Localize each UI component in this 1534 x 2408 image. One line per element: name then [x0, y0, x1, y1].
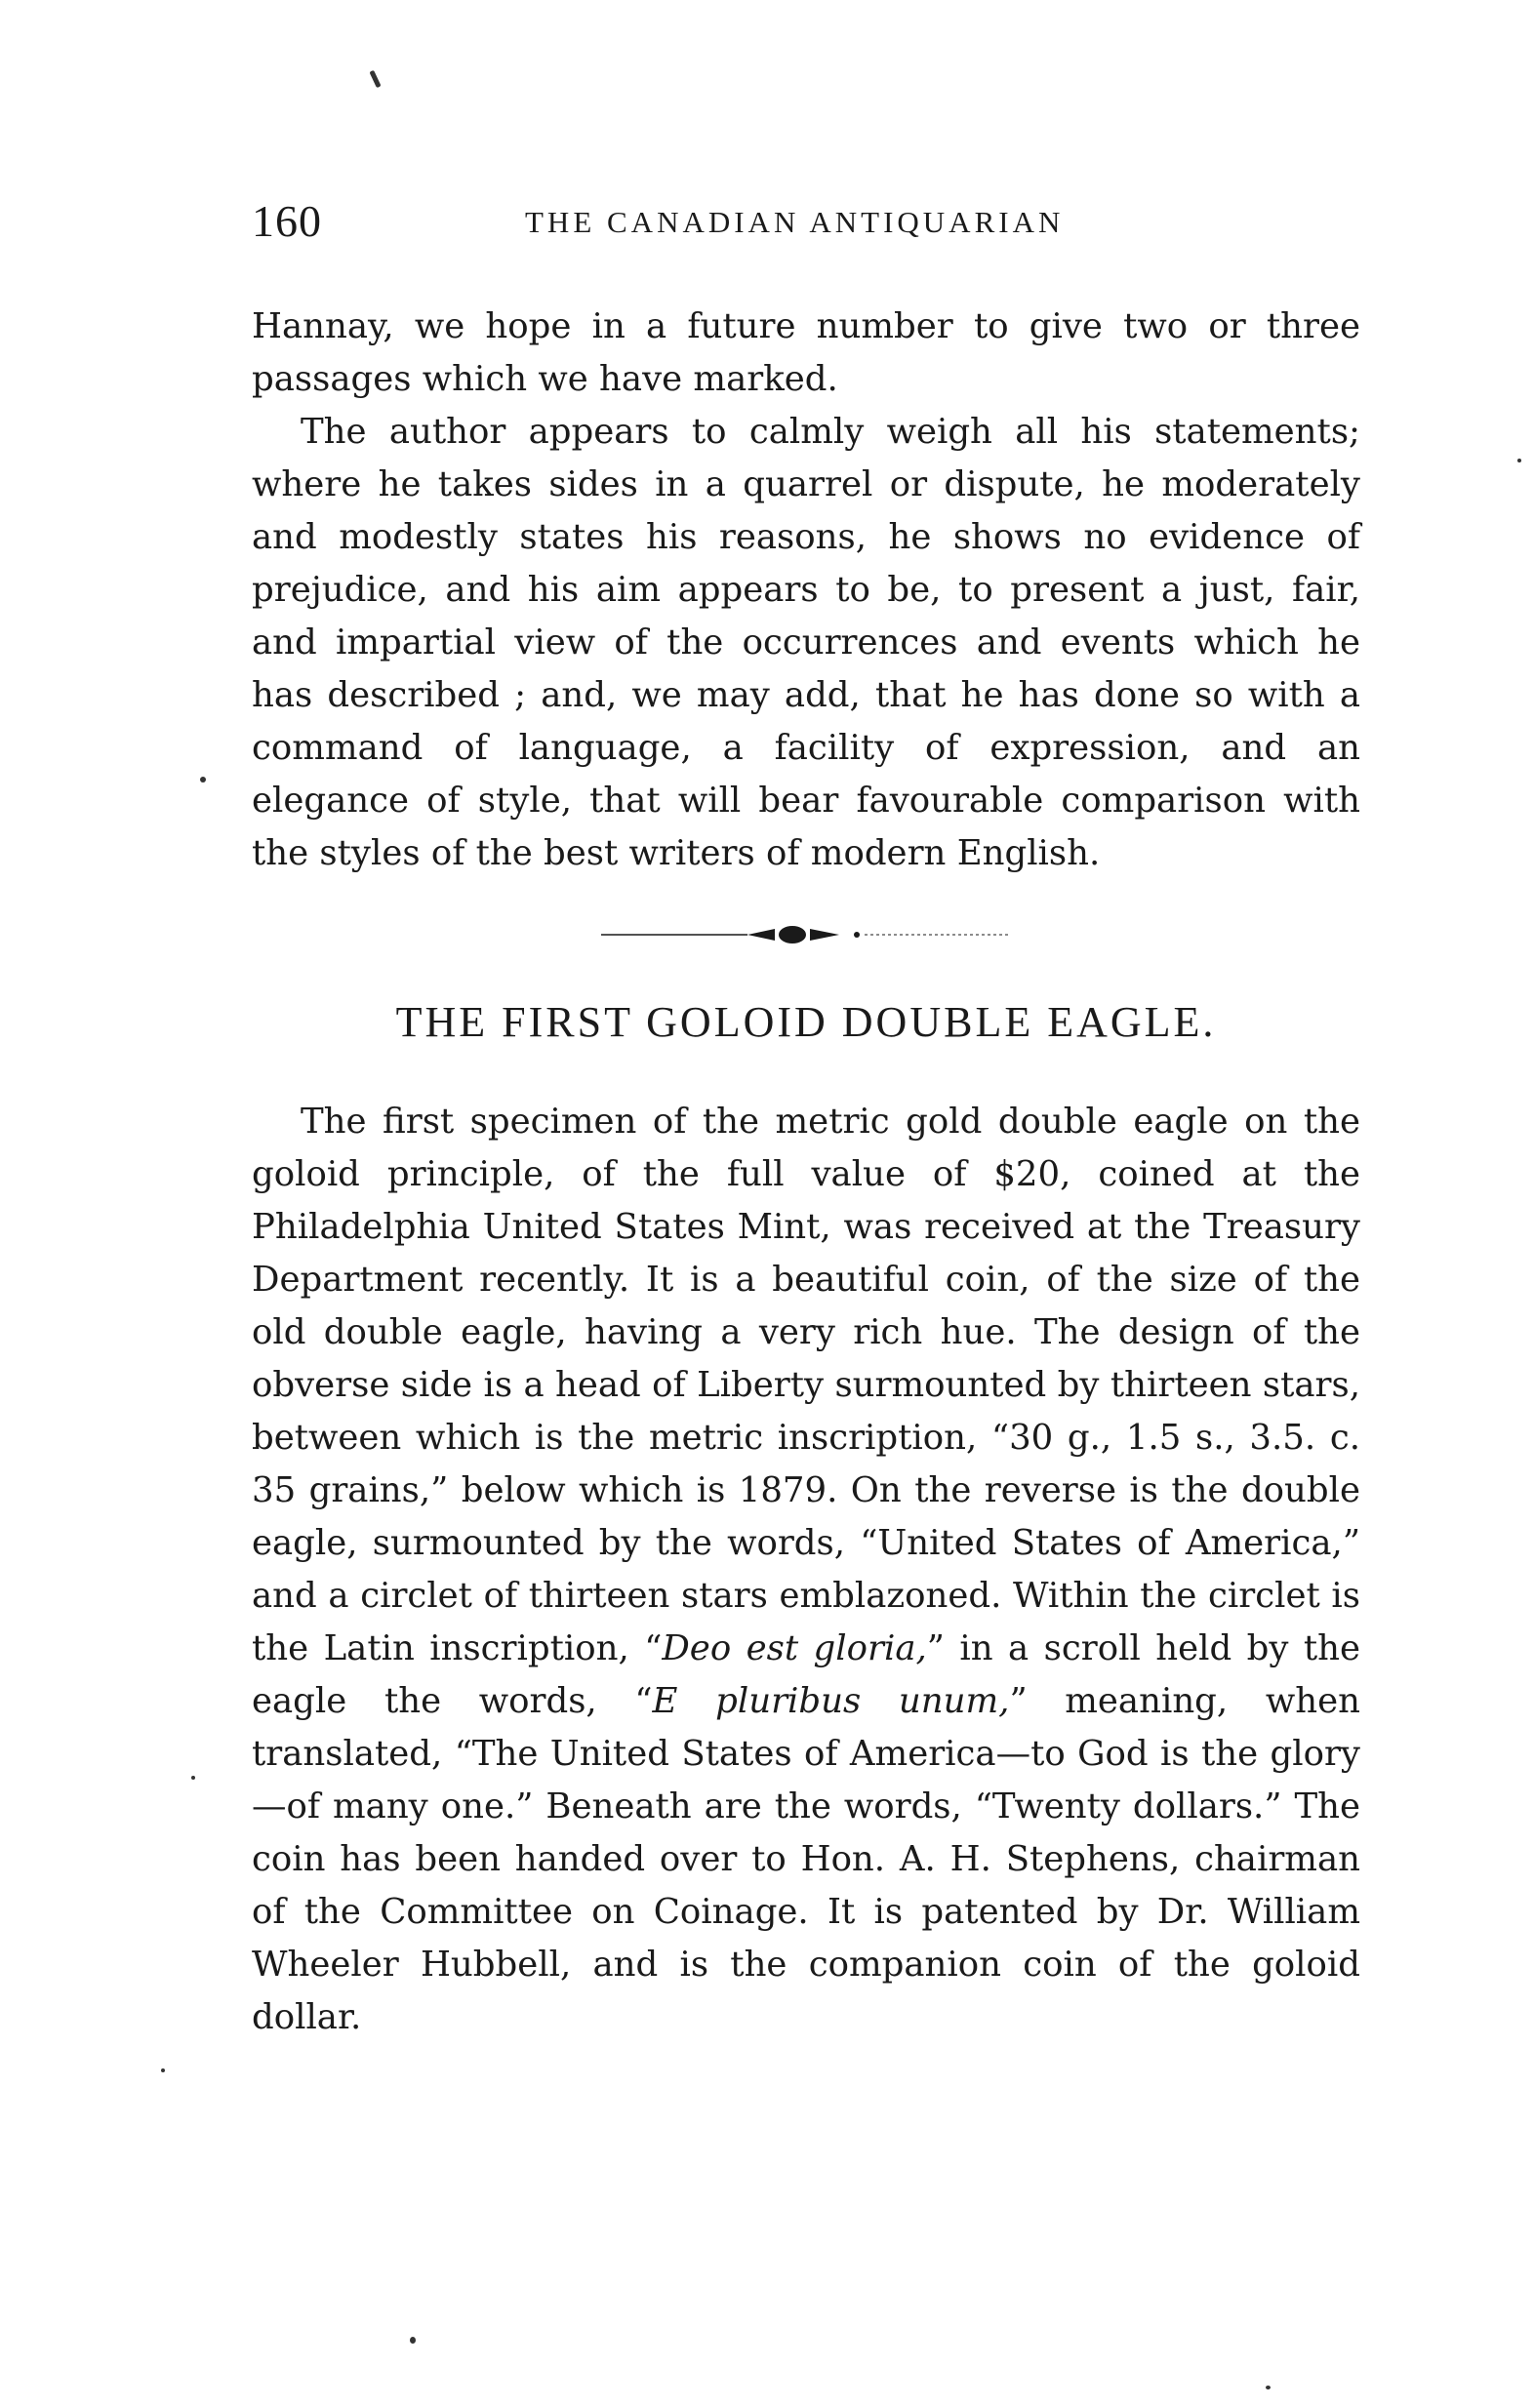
latin-motto: Deo est gloria, — [662, 1628, 927, 1668]
scan-speck — [1266, 2386, 1271, 2389]
paragraph — [252, 1096, 1360, 2044]
scan-speck — [410, 2337, 416, 2344]
paragraph: The author appears to calmly weigh all his statements; where he takes sides in a quarrel or dispute, he moderately and modestly states his reasons, he shows no evidence of prejudice, and his aim appears to be, to present a just, fair, and impartial view of the occurrences and events which he has described ; and, we may add, that he has done so with a command of language, a facility of expression, and an elegance of style, that will bear favourable comparison with the styles of the best writers of modern English. — [252, 412, 1360, 873]
article-title: THE FIRST GOLOID DOUBLE EAGLE. — [395, 998, 1217, 1046]
divider-flourish-icon — [601, 923, 1011, 946]
body-text: ” in a scroll held by the eagle the words, “ — [252, 1628, 1360, 1721]
continued-text — [252, 301, 1360, 880]
body-text: ” meaning, when translated, “The United States of America—to God is the glory—of many one.” Beneath are the words, “Twenty dollars.” The coin has been handed over to Hon. A. H. Stephens, chairman of the Committee on Coinage. It is patented by Dr. William Wheeler Hubbell, and is the companion coin of the goloid dollar. — [252, 1681, 1360, 2037]
scan-speck — [200, 777, 206, 783]
scan-speck — [161, 2068, 165, 2072]
page-number: 160 — [252, 196, 322, 246]
latin-motto: E pluribus unum, — [652, 1681, 1010, 1721]
body-text: The first specimen of the metric gold double eagle on the goloid principle, of the full value of $20, coined at the Philadelphia United States Mint, was received at the Treasury Department recently. It is a beautiful coin, of the size of the old double eagle, having a very rich hue. The design of the obverse side is a head of Liberty surmounted by thirteen stars, between which is the metric inscription, “30 g., 1.5 s., 3.5. c. 35 grains,” below which is 1879. On the reverse is the double eagle, surmounted by the words, “United States of America,” and a circlet of thirteen stars emblazoned. Within the circlet is the Latin inscription, “ — [252, 1102, 1360, 1668]
scan-speck — [1517, 459, 1521, 462]
article-body — [252, 1096, 1360, 2044]
journal-title: THE CANADIAN ANTIQUARIAN — [525, 205, 1065, 239]
running-head — [252, 195, 1360, 254]
paragraph: Hannay, we hope in a future number to give two or three passages which we have marked. — [252, 306, 1360, 399]
book-page — [252, 195, 1360, 2044]
scan-speck — [191, 1776, 195, 1780]
scan-speck — [369, 70, 381, 88]
